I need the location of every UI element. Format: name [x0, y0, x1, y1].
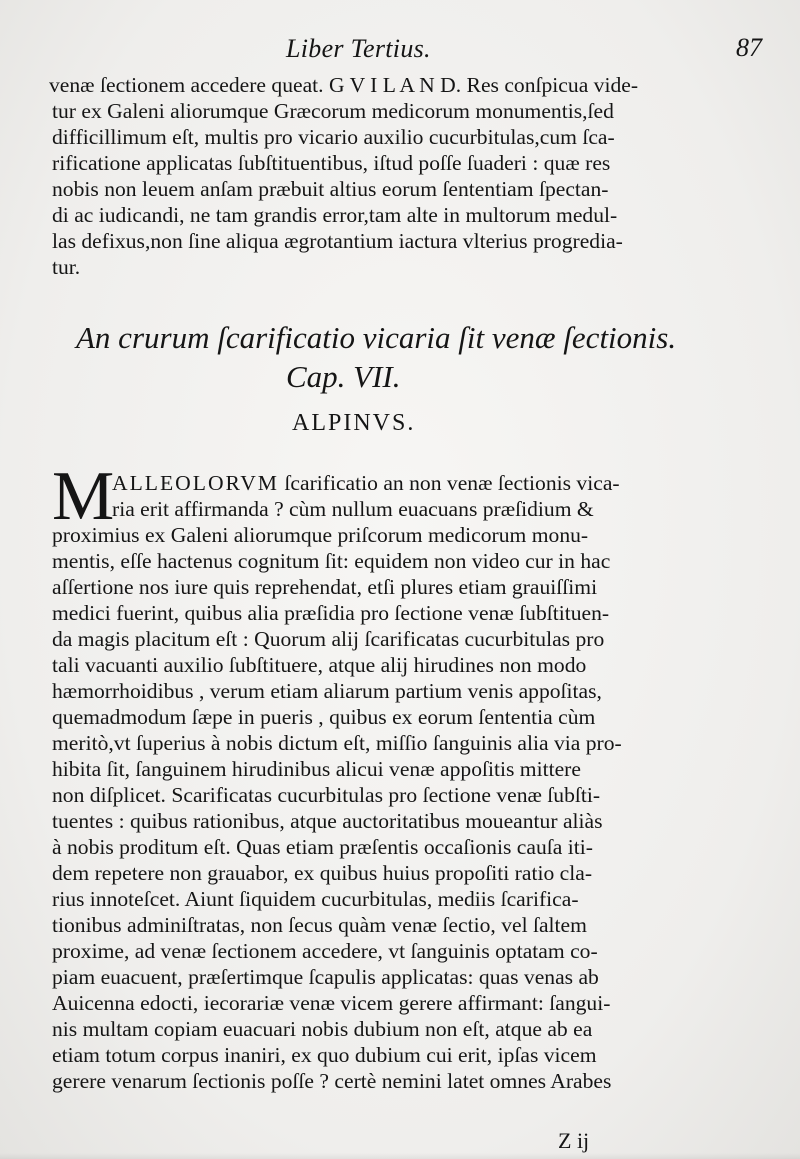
- chapter-title: An crurum ſcarificatio vicaria ſit venæ ſectionis.: [76, 320, 677, 355]
- body-line: dem repetere non grauabor, ex quibus huius propoſiti ratio cla-: [52, 861, 593, 885]
- intro-line: tur ex Galeni aliorumque Græcorum medicorum monumentis,ſed: [52, 99, 614, 123]
- intro-line: rificatione applicatas ſubſtituentibus, iſtud poſſe ſuaderi : quæ res: [52, 151, 611, 175]
- body-line: aſſertione nos iure quis reprehendat, etſi plures etiam grauiſſimi: [52, 575, 598, 599]
- body-line: tali vacuanti auxilio ſubſtituere, atque alij hirudines non modo: [52, 653, 587, 677]
- body-line: non diſplicet. Scarificatas cucurbitulas pro ſectione venæ ſubſti-: [52, 783, 601, 807]
- intro-line: las defixus,non ſine aliqua ægrotantium iactura vlterius progredia-: [52, 229, 623, 253]
- body-line: gerere venarum ſectionis poſſe ? certè nemini latet omnes Arabes: [52, 1069, 612, 1093]
- body-line: proxime, ad venæ ſectionem accedere, vt ſanguinis optatam co-: [52, 939, 598, 963]
- body-line: meritò,vt ſuperius à nobis dictum eſt, miſſio ſanguinis alia via pro-: [52, 731, 622, 755]
- body-line: medici fuerint, quibus alia præſidia pro ſectione venæ ſubſtituen-: [52, 601, 610, 625]
- page-edge-shade: [0, 1153, 800, 1159]
- intro-line: di ac iudicandi, ne tam grandis error,tam alte in multorum medul-: [52, 203, 618, 227]
- body-line: proximius ex Galeni aliorumque priſcorum medicorum monu-: [52, 523, 589, 547]
- intro-line: nobis non leuem anſam præbuit altius eorum ſententiam ſpectan-: [52, 177, 609, 201]
- intro-line: venæ ſectionem accedere queat. G V I L A N D. Res conſpicua vide-: [49, 73, 639, 97]
- smallcaps-word: ALLEOLORVM: [112, 471, 280, 495]
- page-number: 87: [736, 33, 762, 62]
- body-line: Auicenna edocti, iecorariæ venæ vicem gerere affirmant: ſangui-: [52, 991, 611, 1015]
- body-line: à nobis proditum eſt. Quas etiam præſentis occaſionis cauſa iti-: [52, 835, 593, 859]
- body-line: hibita ſit, ſanguinem hirudinibus alicui venæ appoſitis mittere: [52, 757, 581, 781]
- body-line: nis multam copiam euacuari nobis dubium non eſt, atque ab ea: [52, 1017, 593, 1041]
- body-line: tuentes : quibus rationibus, atque auctoritatibus moueantur aliàs: [52, 809, 603, 833]
- body-line: da magis placitum eſt : Quorum alij ſcarificatas cucurbitulas pro: [52, 627, 605, 651]
- drop-capital: M: [52, 458, 115, 535]
- body-line: rius innoteſcet. Aiunt ſiquidem cucurbitulas, mediis ſcarifica-: [52, 887, 579, 911]
- running-title: Liber Tertius.: [286, 34, 431, 63]
- body-line: tionibus adminiſtratas, non ſecus quàm venæ ſectio, vel ſaltem: [52, 913, 587, 937]
- chapter-number: Cap. VII.: [286, 359, 401, 394]
- body-line: etiam totum corpus inaniri, ex quo dubium cui erit, ipſas vicem: [52, 1043, 597, 1067]
- signature-mark: Z ij: [558, 1128, 590, 1153]
- first-line-rest: ſcarificatio an non venæ ſectionis vica-: [279, 471, 620, 495]
- intro-line: tur.: [52, 255, 81, 279]
- speaker-heading: ALPINVS.: [292, 410, 416, 436]
- body-line: piam euacuent, præſertimque ſcapulis applicatas: quas venas ab: [52, 965, 599, 989]
- body-line: quemadmodum ſæpe in pueris , quibus ex eorum ſententia cùm: [52, 705, 596, 729]
- body-line: hæmorrhoidibus , verum etiam aliarum partium venis appoſitas,: [52, 679, 602, 703]
- body-line: ria erit affirmanda ? cùm nullum euacuans præſidium &: [112, 497, 594, 521]
- intro-line: difficillimum eſt, multis pro vicario auxilio cucurbitulas,cum ſca-: [52, 125, 615, 149]
- body-first-line: [112, 470, 620, 496]
- body-line: mentis, eſſe hactenus cognitum ſit: equidem non video cur in hac: [52, 549, 611, 573]
